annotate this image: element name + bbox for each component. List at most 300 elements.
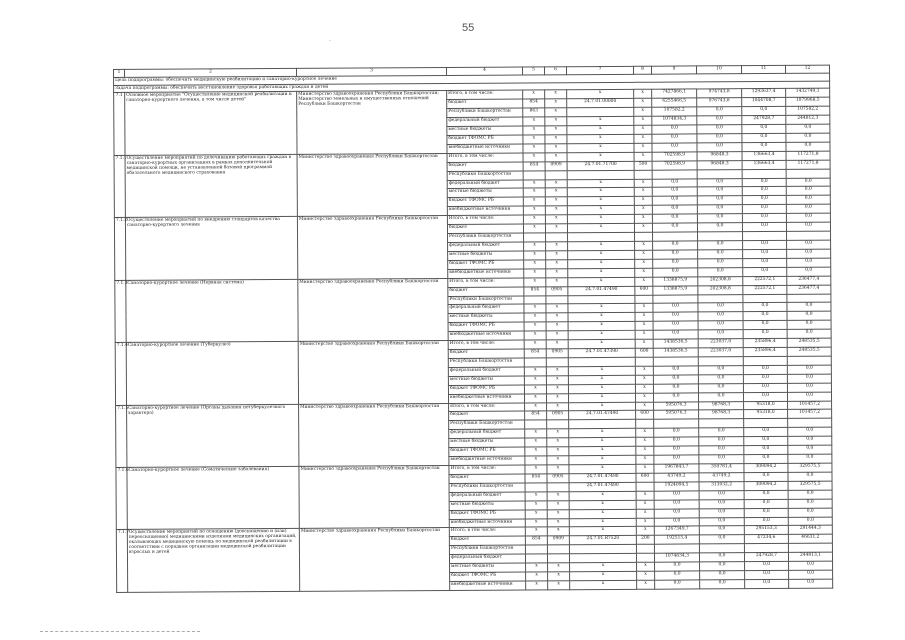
value-cell: 0,0 (654, 517, 699, 526)
item-executor: Министерство здравоохранения Республики Башкортостан (299, 403, 449, 466)
value-cell: x (567, 197, 634, 206)
value-cell (525, 483, 547, 492)
value-cell: x (569, 518, 636, 527)
value-cell: x (636, 518, 654, 527)
value-cell: 95318,0 (744, 401, 788, 410)
value-cell: 0,0 (743, 392, 787, 401)
value-cell: 0,0 (788, 436, 832, 445)
value-cell: x (567, 134, 634, 143)
value-cell: 0,0 (788, 454, 832, 463)
value-cell (742, 169, 786, 178)
value-cell: x (525, 447, 547, 456)
value-cell: x (568, 322, 635, 331)
value-cell: 101457,2 (788, 401, 832, 410)
value-cell: 0,0 (652, 143, 697, 152)
value-cell (786, 169, 830, 178)
value-cell: 1079968,5 (786, 97, 830, 106)
value-cell: x (546, 260, 568, 269)
value-cell: 0,0 (654, 437, 699, 446)
value-cell: 0,0 (742, 142, 786, 151)
value-cell: 0,0 (699, 526, 744, 535)
value-cell: x (570, 562, 637, 571)
value-cell: 0,0 (742, 223, 786, 232)
value-cell: 0,0 (698, 383, 743, 392)
value-cell: 0,0 (744, 508, 788, 517)
value-cell: 0,0 (787, 311, 831, 320)
value-cell: 0,0 (654, 428, 699, 437)
value-cell: 0,0 (786, 213, 830, 222)
source-cell: местные бюджеты (448, 376, 524, 385)
value-cell: x (547, 402, 569, 411)
value-cell: x (635, 366, 653, 375)
value-cell: 95318,0 (744, 410, 788, 419)
value-cell: x (634, 152, 652, 161)
value-cell: 96848,3 (697, 151, 742, 160)
footer-rule (40, 631, 200, 632)
value-cell: x (567, 90, 634, 99)
value-cell (744, 544, 788, 553)
item-name: Санаторно-курортное лечение (Нервная система) (126, 279, 298, 343)
value-cell: x (634, 205, 652, 214)
item-executor: Министерство здравоохранения Республики Башкортостан (297, 216, 447, 279)
value-cell: x (634, 188, 652, 197)
value-cell: 0,0 (787, 365, 831, 374)
source-cell: бюджет (447, 99, 523, 108)
item-number: 7.1.5 (116, 405, 127, 468)
value-cell: 0,0 (652, 178, 697, 187)
col-header: 7 (566, 66, 633, 74)
value-cell (699, 544, 744, 553)
value-cell: x (545, 224, 567, 233)
value-cell: x (524, 260, 546, 269)
value-cell: x (635, 339, 653, 348)
item-number: 7.1.3 (115, 280, 126, 343)
value-cell: 0,0 (744, 499, 788, 508)
value-cell: x (523, 179, 545, 188)
value-cell: 244812,3 (786, 115, 830, 124)
value-cell: 1438536,5 (653, 348, 698, 357)
value-cell: 0,0 (744, 428, 788, 437)
goal-text: Цель подпрограммы: обеспечить медицинскую реабилитацию и санаторно-курортное лечение (114, 73, 830, 85)
value-cell: x (634, 134, 652, 143)
value-cell: x (636, 509, 654, 518)
value-cell: 0,0 (698, 321, 743, 330)
value-cell: x (569, 429, 636, 438)
value-cell (569, 420, 636, 429)
value-cell (547, 545, 569, 554)
value-cell: 0,0 (743, 267, 787, 276)
source-cell: Республики Башкортостан (447, 108, 523, 117)
value-cell (568, 232, 635, 241)
value-cell: 0,0 (698, 303, 743, 312)
value-cell: x (525, 518, 547, 527)
value-cell: 0,0 (699, 437, 744, 446)
value-cell: 600 (635, 348, 653, 357)
source-cell: Итого, в том числе: (449, 465, 525, 474)
value-cell: 117271,8 (786, 151, 830, 160)
value-cell: x (636, 455, 654, 464)
source-cell: федеральный бюджет (448, 304, 524, 313)
value-cell: x (636, 491, 654, 500)
value-cell: x (547, 429, 569, 438)
value-cell: 0,0 (654, 491, 699, 500)
value-cell: 1967843,7 (654, 464, 699, 473)
value-cell: 313032,2 (699, 482, 744, 491)
value-cell: x (634, 90, 652, 99)
value-cell: x (548, 563, 570, 572)
value-cell: x (635, 393, 653, 402)
value-cell: x (546, 376, 568, 385)
value-cell: 0,0 (698, 258, 743, 267)
value-cell (698, 232, 743, 241)
value-cell: x (524, 313, 546, 322)
value-cell (545, 170, 567, 179)
value-cell: 0,0 (698, 241, 743, 250)
value-cell: x (523, 90, 545, 99)
item-name: Осуществление мероприятий по оснащению (дооснащению и (или) переоснащению) медицинскими изделиями медицинских организаций, оказывающих медицинскую помощь по медицинской реабилитации в соответствии с порядком организации медицинской реабилитации взрослых и детей (127, 529, 299, 593)
value-cell: 854 (523, 99, 545, 108)
value-cell: 247928,7 (742, 115, 786, 124)
value-cell: x (636, 437, 654, 446)
value-cell: x (567, 143, 634, 152)
value-cell: x (568, 366, 635, 375)
value-cell (635, 357, 653, 366)
value-cell (699, 419, 744, 428)
value-cell: x (525, 456, 547, 465)
value-cell: x (546, 313, 568, 322)
col-header: 10 (696, 66, 741, 74)
value-cell: x (546, 304, 568, 313)
value-cell: x (523, 144, 545, 153)
item-number: 7.1.2 (114, 218, 125, 281)
value-cell: 0,0 (788, 445, 832, 454)
value-cell: 223037,0 (698, 348, 743, 357)
value-cell: 0905 (547, 411, 569, 420)
source-cell: бюджет ТФОМС РБ (447, 197, 523, 206)
value-cell: 244813,1 (788, 552, 832, 561)
value-cell: x (569, 464, 636, 473)
value-cell: x (568, 375, 635, 384)
item-name: Санаторно-курортное лечение (Соматические заболевания) (127, 466, 299, 530)
col-header: 11 (741, 65, 785, 73)
value-cell: 854 (524, 286, 546, 295)
value-cell: 0,0 (698, 392, 743, 401)
value-cell: x (525, 509, 547, 518)
value-cell: 0,0 (653, 241, 698, 250)
value-cell: 0,0 (652, 196, 697, 205)
value-cell: 0,0 (653, 393, 698, 402)
value-cell: 0,0 (653, 303, 698, 312)
value-cell: 0,0 (697, 223, 742, 232)
value-cell: x (546, 367, 568, 376)
value-cell (634, 170, 652, 179)
value-cell: x (635, 277, 653, 286)
value-cell: x (523, 135, 545, 144)
value-cell: 600 (636, 411, 654, 420)
value-cell: 702598,9 (652, 161, 697, 170)
value-cell: x (567, 215, 634, 224)
value-cell: 24.7.01.47490 (568, 286, 635, 295)
value-cell: 329575,5 (788, 463, 832, 472)
item-number: 7.1 (114, 93, 125, 156)
value-cell: x (636, 464, 654, 473)
value-cell: x (637, 571, 655, 580)
source-cell: внебюджетные источники (449, 456, 525, 465)
value-cell: 0909 (545, 161, 567, 170)
value-cell: x (545, 126, 567, 135)
value-cell: 0905 (547, 474, 569, 483)
item-name: Осуществление мероприятий по долечиванию работающих граждан в санаторно-курортных организациях в рамках дополнительной медицинской помощи, не установленной базовой программой обязательного медицинского страхования (125, 154, 297, 218)
value-cell: x (524, 322, 546, 331)
value-cell: 0,0 (743, 374, 787, 383)
value-cell: 0,0 (654, 455, 699, 464)
page-number: 55 (462, 22, 475, 34)
value-cell: 1074834,3 (652, 116, 697, 125)
value-cell: 43749,2 (654, 473, 699, 482)
value-cell: 1044708,7 (742, 98, 786, 107)
value-cell: x (637, 580, 655, 589)
value-cell: 0,0 (789, 561, 833, 570)
value-cell: 0,0 (698, 267, 743, 276)
value-cell: 0,0 (742, 205, 786, 214)
value-cell: 0,0 (743, 330, 787, 339)
value-cell: x (524, 367, 546, 376)
value-cell: x (525, 438, 547, 447)
value-cell: x (569, 446, 636, 455)
value-cell (524, 233, 546, 242)
source-cell: бюджет ТФОМС РБ (450, 572, 526, 581)
value-cell: 0,0 (652, 223, 697, 232)
value-cell: 222572,1 (743, 285, 787, 294)
value-cell: 202308,8 (698, 285, 743, 294)
value-cell: 0,0 (653, 375, 698, 384)
value-cell: x (634, 98, 652, 107)
value-cell: x (523, 206, 545, 215)
value-cell: 0,0 (742, 196, 786, 205)
value-cell: 0,0 (745, 562, 789, 571)
value-cell: x (547, 509, 569, 518)
value-cell: 0,0 (699, 553, 744, 562)
source-cell: бюджет ТФОМС РБ (448, 322, 524, 331)
value-cell: 248535,5 (787, 347, 831, 356)
source-cell: бюджет (449, 411, 525, 420)
value-cell: 1924094,5 (654, 482, 699, 491)
value-cell: 0,0 (699, 446, 744, 455)
value-cell: 247928,7 (744, 553, 788, 562)
source-cell: бюджет ТФОМС РБ (448, 385, 524, 394)
value-cell (547, 483, 569, 492)
value-cell: x (545, 99, 567, 108)
source-cell: бюджет ТФОМС РБ (447, 135, 523, 144)
value-cell: 0,0 (789, 570, 833, 579)
value-cell: 0,0 (742, 187, 786, 196)
value-cell: 98768,3 (699, 410, 744, 419)
value-cell: 854 (523, 162, 545, 171)
value-cell: x (546, 242, 568, 251)
value-cell: 202308,8 (698, 276, 743, 285)
value-cell: x (569, 527, 636, 536)
value-cell: 0,0 (697, 107, 742, 116)
value-cell: x (524, 242, 546, 251)
value-cell (635, 295, 653, 304)
value-cell: 0905 (546, 286, 568, 295)
col-header: 1 (114, 69, 125, 77)
value-cell (653, 232, 698, 241)
source-cell: внебюджетные источники (449, 519, 525, 528)
value-cell: 0,0 (786, 187, 830, 196)
value-cell: 0,0 (697, 142, 742, 151)
value-cell: x (636, 527, 654, 536)
value-cell: 0,0 (786, 124, 830, 133)
item-executor: Министерство здравоохранения Республики Башкортостан (299, 528, 449, 591)
value-cell: 0,0 (744, 454, 788, 463)
value-cell: 0,0 (655, 571, 700, 580)
value-cell: 854 (525, 474, 547, 483)
value-cell: x (545, 188, 567, 197)
value-cell: x (545, 135, 567, 144)
value-cell (743, 356, 787, 365)
value-cell: 6255466,5 (652, 98, 697, 107)
value-cell: x (635, 375, 653, 384)
value-cell: x (634, 107, 652, 116)
value-cell: 0,0 (743, 303, 787, 312)
value-cell: 0,0 (652, 134, 697, 143)
value-cell (523, 170, 545, 179)
value-cell: 24.7.01.47490 (569, 411, 636, 420)
value-cell: x (636, 429, 654, 438)
value-cell: 0,0 (744, 437, 788, 446)
scan-speck: · (329, 38, 331, 45)
value-cell (568, 357, 635, 366)
value-cell: x (567, 152, 634, 161)
value-cell: x (567, 188, 634, 197)
value-cell: 0,0 (744, 517, 788, 526)
value-cell: x (526, 563, 548, 572)
value-cell (546, 358, 568, 367)
value-cell: 0,0 (787, 240, 831, 249)
source-cell: бюджет (449, 474, 525, 483)
value-cell: 24.7.01.00000 (567, 99, 634, 108)
value-cell: x (569, 402, 636, 411)
value-cell: 101457,2 (788, 410, 832, 419)
value-cell: x (635, 330, 653, 339)
value-cell: x (525, 527, 547, 536)
item-name: Основное мероприятие "Осуществление медицинской реабилитации и санаторно-курортного лечения, в том числе детей" (125, 92, 297, 156)
item-name: Санаторно-курортное лечение (Органы дыхания нетуберкулезного характера) (127, 404, 299, 468)
value-cell: x (569, 500, 636, 509)
value-cell: 0,0 (786, 222, 830, 231)
value-cell: 309094,2 (744, 481, 788, 490)
col-header: 6 (544, 67, 566, 75)
value-cell: 0,0 (655, 580, 700, 589)
value-cell: x (546, 393, 568, 402)
value-cell: 107582,2 (652, 107, 697, 116)
value-cell: 0,0 (697, 187, 742, 196)
value-cell: x (523, 188, 545, 197)
value-cell: x (524, 385, 546, 394)
value-cell: x (567, 116, 634, 125)
value-cell: x (569, 455, 636, 464)
value-cell: x (546, 384, 568, 393)
value-cell: x (635, 304, 653, 313)
value-cell: 0,0 (698, 374, 743, 383)
value-cell: 500 (634, 161, 652, 170)
value-cell: 0,0 (697, 205, 742, 214)
value-cell: x (524, 269, 546, 278)
source-cell: Республики Башкортостан (449, 420, 525, 429)
value-cell: x (547, 438, 569, 447)
source-cell: местные бюджеты (447, 188, 523, 197)
value-cell: x (523, 224, 545, 233)
value-cell: 1074834,3 (654, 553, 699, 562)
value-cell: x (568, 331, 635, 340)
value-cell: x (524, 340, 546, 349)
value-cell: 236477,4 (787, 276, 831, 285)
value-cell: 107582,2 (786, 106, 830, 115)
value-cell: x (567, 125, 634, 134)
source-cell: бюджет ТФОМС РБ (449, 447, 525, 456)
task-text: Задача подпрограммы: обеспечить восстановление здоровья работающих граждан и детей (114, 81, 830, 93)
source-cell: местные бюджеты (450, 563, 526, 572)
item-executor: Министерство здравоохранения Республики Башкортостан (298, 341, 448, 404)
value-cell: x (524, 331, 546, 340)
value-cell: x (568, 313, 635, 322)
value-cell: 0,0 (742, 214, 786, 223)
value-cell: 0,0 (744, 472, 788, 481)
item-executor: Министерство здравоохранения Республики Башкортостан (299, 465, 449, 528)
value-cell: x (523, 117, 545, 126)
col-header: 4 (446, 67, 522, 75)
value-cell: 0,0 (745, 570, 789, 579)
value-cell: 47234,6 (744, 535, 788, 544)
value-cell: 222572,1 (743, 276, 787, 285)
value-cell: x (569, 509, 636, 518)
source-cell: Итого, в том числе: (449, 527, 525, 536)
source-cell: внебюджетные источники (447, 144, 523, 153)
value-cell: 0,0 (654, 446, 699, 455)
value-cell: 1438536,5 (653, 339, 698, 348)
value-cell: 0,0 (787, 383, 831, 392)
value-cell (636, 482, 654, 491)
value-cell: 1267349,7 (654, 526, 699, 535)
source-cell: бюджет ТФОМС РБ (448, 260, 524, 269)
value-cell: x (547, 447, 569, 456)
value-cell: x (545, 206, 567, 215)
source-cell: бюджет (447, 162, 523, 171)
value-cell: x (637, 562, 655, 571)
col-header: 8 (633, 66, 651, 74)
value-cell: 0,0 (745, 579, 789, 588)
source-cell: внебюджетные источники (448, 331, 524, 340)
value-cell: x (545, 152, 567, 161)
value-cell: 0,0 (787, 374, 831, 383)
source-cell: федеральный бюджет (448, 242, 524, 251)
source-cell: местные бюджеты (448, 251, 524, 260)
source-cell: Итого, в том числе: (447, 90, 523, 99)
value-cell: 0,0 (787, 249, 831, 258)
value-cell: x (523, 215, 545, 224)
value-cell: 1338875,9 (653, 286, 698, 295)
value-cell: 136663,4 (742, 151, 786, 160)
value-cell: 136663,4 (742, 160, 786, 169)
value-cell: 0,0 (699, 535, 744, 544)
value-cell (525, 420, 547, 429)
source-cell: Республики Башкортостан (449, 483, 525, 492)
value-cell: x (635, 313, 653, 322)
value-cell: x (636, 500, 654, 509)
value-cell: 0,0 (788, 427, 832, 436)
source-cell: местные бюджеты (449, 438, 525, 447)
